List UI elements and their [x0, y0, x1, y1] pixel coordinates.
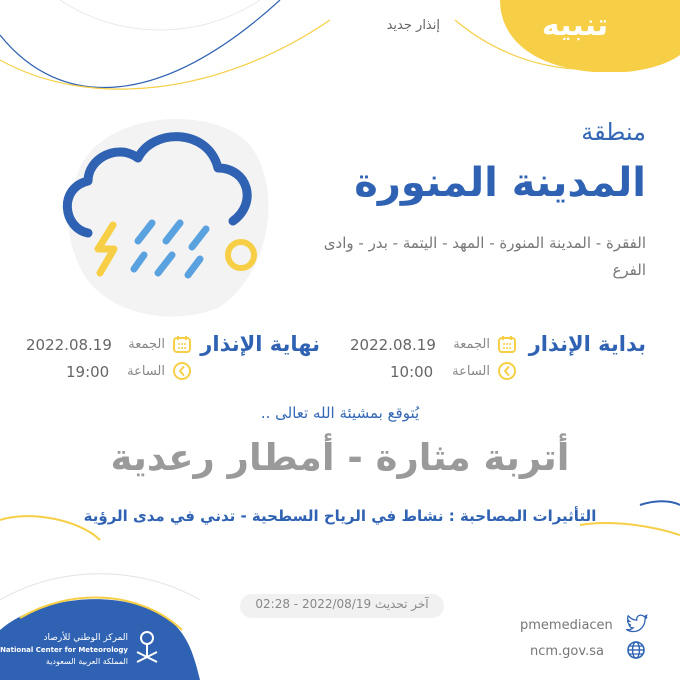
end-title: نهاية الإنذار — [200, 332, 320, 356]
alert-badge-label: تنبيه — [541, 8, 609, 43]
region-name: المدينة المنورة — [354, 160, 646, 206]
twitter-icon[interactable] — [626, 614, 648, 634]
ncm-emblem-icon — [132, 628, 162, 666]
clock-icon — [497, 361, 517, 381]
clock-icon — [172, 361, 192, 381]
logo-name-en: National Center for Meteorology — [0, 646, 128, 654]
start-time: 10:00 — [390, 363, 434, 381]
calendar-icon — [497, 334, 517, 354]
logo-country-ar: المملكة العربية السعودية — [45, 657, 128, 666]
thunderstorm-rain-cloud-icon — [58, 103, 278, 323]
end-time-label: الساعة — [127, 364, 165, 379]
end-date: 2022.08.19 — [26, 336, 112, 354]
effects-text: التأثيرات المصاحبة : نشاط في الرياح السطحية - تدني في مدى الرؤية — [83, 507, 597, 525]
calendar-icon — [172, 334, 192, 354]
new-alert-label: إنذار جديد — [386, 18, 440, 33]
affected-places: الفقرة - المدينة المنورة - المهد - اليتمة - بدر - وادى الفرع — [323, 234, 646, 279]
logo-name-ar: المركز الوطني للأرصاد — [43, 633, 128, 643]
start-date: 2022.08.19 — [350, 336, 436, 354]
expectation-text: يُتوقع بمشيئة الله تعالى .. — [260, 404, 420, 422]
start-time-label: الساعة — [452, 364, 490, 379]
twitter-handle[interactable]: pmemediacen — [520, 618, 613, 633]
start-title: بداية الإنذار — [528, 332, 646, 356]
last-update-text: آخر تحديث 2022/08/19 - 02:28 — [255, 597, 429, 611]
website-link[interactable]: ncm.gov.sa — [530, 644, 604, 659]
phenomena-text: أتربة مثارة - أمطار رعدية — [110, 436, 570, 479]
end-day-label: الجمعة — [128, 337, 165, 352]
end-time: 19:00 — [66, 363, 110, 381]
globe-icon[interactable] — [626, 640, 646, 660]
start-day-label: الجمعة — [453, 337, 490, 352]
region-label: منطقة — [581, 118, 646, 146]
